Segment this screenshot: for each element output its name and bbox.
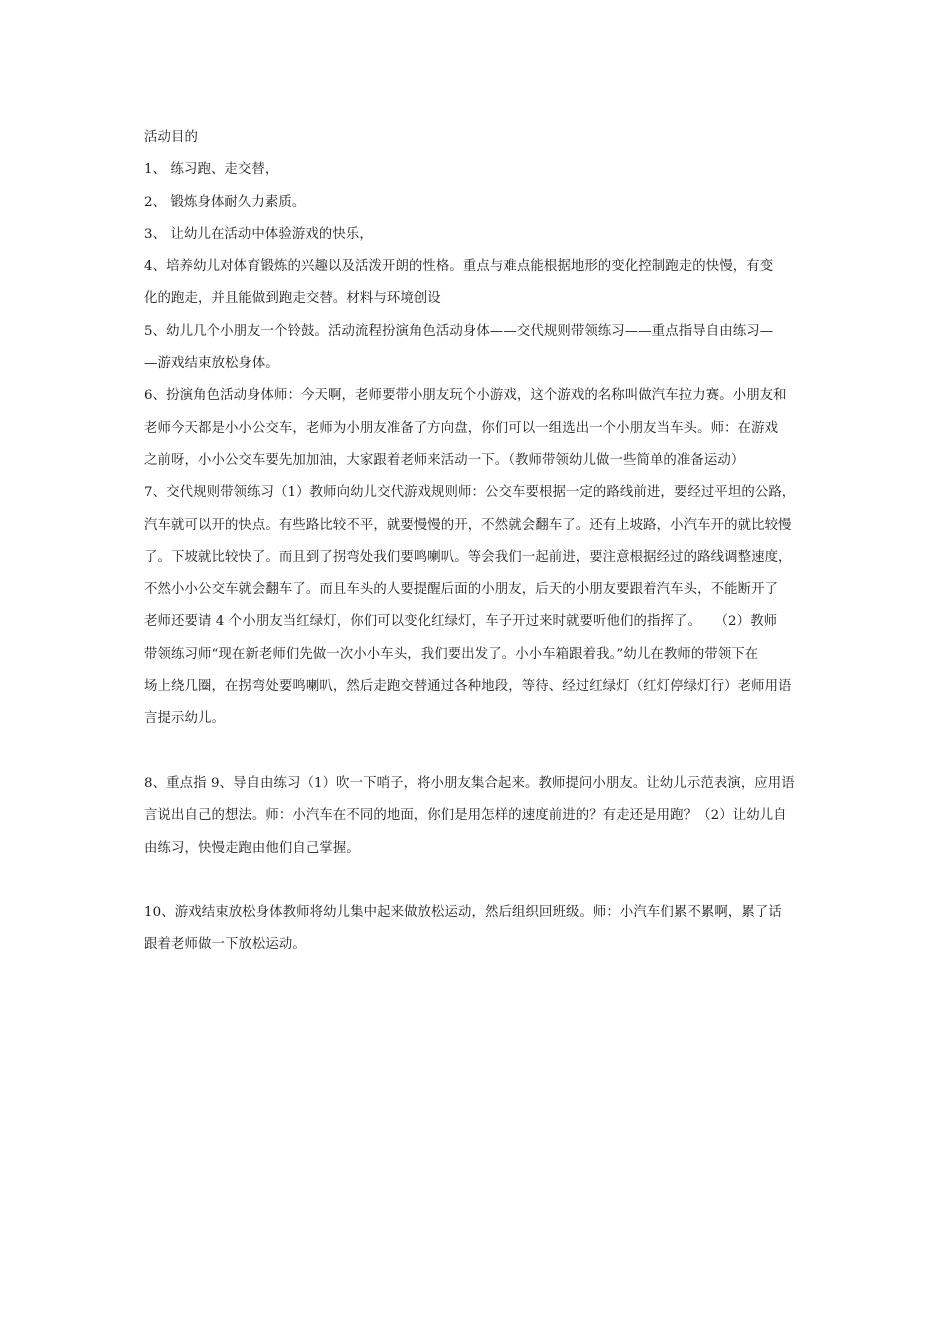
doc-line: 7、交代规则带领练习（1）教师向幼儿交代游戏规则师：公交车要根据一定的路线前进，要经过平坦的公路， xyxy=(144,485,796,501)
doc-line: 场上绕几圈，在拐弯处要鸣喇叭，然后走跑交替通过各种地段，等待、经过红绿灯（红灯停绿灯行）老师用语 xyxy=(144,679,792,695)
doc-line: 不然小小公交车就会翻车了。而且车头的人要提醒后面的小朋友，后天的小朋友要跟着汽车头，不能断开了 xyxy=(144,582,779,598)
doc-line: 言提示幼儿。 xyxy=(144,711,225,727)
doc-line: 10、游戏结束放松身体教师将幼儿集中起来做放松运动，然后组织回班级。师：小汽车们累不累啊，累了话 xyxy=(144,905,782,921)
doc-line: 3、 让幼儿在活动中体验游戏的快乐， xyxy=(144,226,373,242)
doc-line: 跟着老师做一下放松运动。 xyxy=(144,937,306,953)
doc-line: 5、幼儿几个小朋友一个铃鼓。活动流程扮演角色活动身体——交代规则带领练习——重点指导自由练习— xyxy=(144,323,774,339)
document-body xyxy=(144,122,812,962)
doc-line: 6、扮演角色活动身体师：今天啊，老师要带小朋友玩个小游戏，这个游戏的名称叫做汽车拉力赛。小朋友和 xyxy=(144,388,787,404)
doc-line: 言说出自己的想法。师：小汽车在不同的地面，你们是用怎样的速度前进的？有走还是用跑？（2）让幼儿自 xyxy=(144,808,787,824)
doc-line: —游戏结束放松身体。 xyxy=(144,356,279,372)
doc-line: 8、重点指 9、导自由练习（1）吹一下哨子，将小朋友集合起来。教师提问小朋友。让幼儿示范表演，应用语 xyxy=(144,775,795,791)
doc-line: 老师今天都是小小公交车，老师为小朋友准备了方向盘，你们可以一组选出一个小朋友当车头。师：在游戏 xyxy=(144,420,779,436)
doc-line: 化的跑走，并且能做到跑走交替。材料与环境创设 xyxy=(144,291,441,307)
paragraph-spacer xyxy=(144,736,812,768)
doc-line: 由练习，快慢走跑由他们自己掌握。 xyxy=(144,840,360,856)
doc-line: 老师还要请 4 个小朋友当红绿灯，你们可以变化红绿灯，车子开过来时就要听他们的指挥了。 （2）教师 xyxy=(144,614,778,630)
doc-line: 了。下坡就比较快了。而且到了拐弯处我们要鸣喇叭。等会我们一起前进，要注意根据经过的路线调整速度， xyxy=(144,549,792,565)
doc-line: 4、培养幼儿对体育锻炼的兴趣以及活泼开朗的性格。重点与难点能根据地形的变化控制跑走的快慢，有变 xyxy=(144,259,774,275)
doc-line: 2、 锻炼身体耐久力素质。 xyxy=(144,194,306,210)
paragraph-spacer xyxy=(144,865,812,897)
doc-line: 带领练习师“现在新老师们先做一次小小车头，我们要出发了。小小车箱跟着我。”幼儿在教师的带领下在 xyxy=(144,646,759,662)
doc-heading: 活动目的 xyxy=(144,130,198,145)
doc-line: 之前呀，小小公交车要先加加油，大家跟着老师来活动一下。（教师带领幼儿做一些简单的准备运动） xyxy=(144,452,745,468)
doc-line: 1、 练习跑、走交替， xyxy=(144,162,279,178)
doc-line: 汽车就可以开的快点。有些路比较不平，就要慢慢的开，不然就会翻车了。还有上坡路，小汽车开的就比较慢 xyxy=(144,517,792,533)
